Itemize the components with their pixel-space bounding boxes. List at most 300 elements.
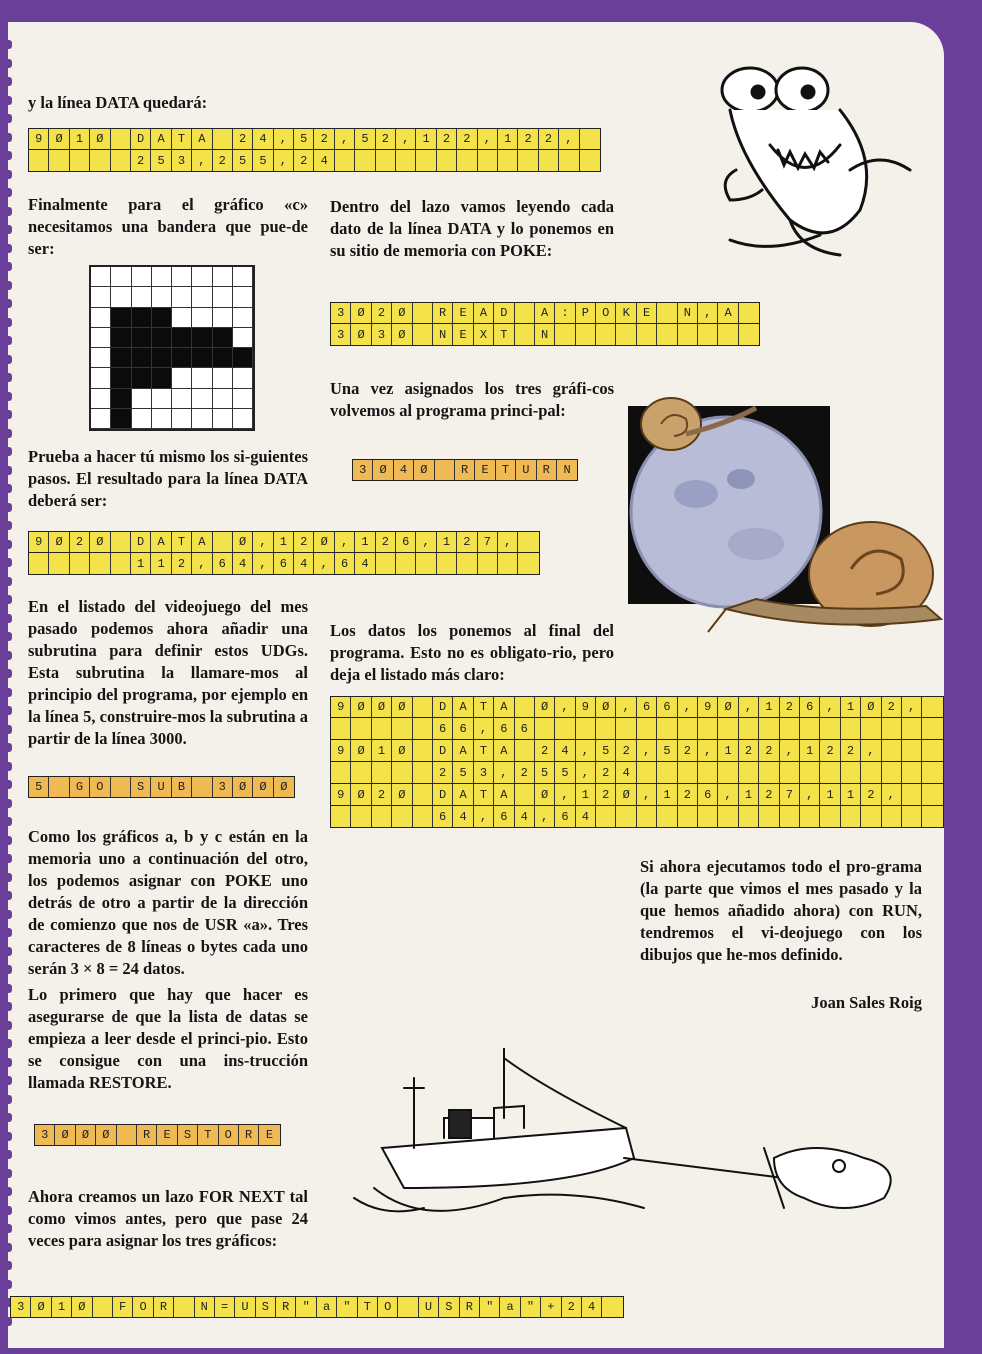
code-char-cell: 2 — [213, 150, 233, 171]
binding-hole — [2, 1002, 12, 1011]
binding-hole — [2, 632, 12, 641]
code-char-cell: Ø — [49, 532, 69, 552]
code-char-cell: 1 — [739, 784, 759, 805]
code-char-cell — [922, 740, 942, 761]
flag-pixel — [192, 308, 212, 328]
code-char-cell: O — [378, 1297, 398, 1317]
code-char-cell: 2 — [759, 740, 779, 761]
code-char-cell: 2 — [518, 129, 538, 149]
binding-hole — [2, 318, 12, 327]
flag-pixel — [192, 267, 212, 287]
code-char-cell — [372, 806, 392, 827]
binding-hole — [2, 207, 12, 216]
code-char-cell: T — [172, 129, 192, 149]
code-char-cell: A — [494, 697, 514, 717]
code-char-cell — [882, 806, 902, 827]
code-char-cell: T — [474, 740, 494, 761]
code-char-cell — [602, 1297, 622, 1317]
code-char-cell: R — [433, 303, 453, 323]
code-char-cell: 6 — [453, 718, 473, 739]
code-char-cell: S — [256, 1297, 276, 1317]
code-char-cell — [718, 806, 738, 827]
code-char-cell — [413, 762, 433, 783]
ship-fishing-illustration — [344, 1048, 926, 1256]
code-char-cell: 2 — [172, 553, 192, 574]
binding-hole — [2, 336, 12, 345]
code-char-cell — [111, 129, 131, 149]
flag-pixel — [192, 287, 212, 307]
binding-hole — [2, 762, 12, 771]
code-char-cell: B — [172, 777, 192, 797]
code-char-cell — [392, 762, 412, 783]
code-char-cell: , — [498, 532, 518, 552]
code-char-cell: D — [433, 784, 453, 805]
code-char-cell: Ø — [351, 303, 371, 323]
code-char-cell: 5 — [294, 129, 314, 149]
paragraph-restore: Lo primero que hay que hacer es asegurarse de que la lista de datas se empieza a leer desde el princi-pio. Esto se consigue con una ins-trucción llamada RESTORE. — [28, 985, 308, 1092]
flag-pixel — [111, 267, 131, 287]
code-char-cell: O — [596, 303, 616, 323]
code-char-cell — [576, 324, 596, 345]
code-char-cell: , — [478, 129, 498, 149]
code-char-cell — [535, 718, 555, 739]
code-char-cell: 2 — [376, 129, 396, 149]
code-char-cell: 1 — [416, 129, 436, 149]
code-char-cell — [882, 762, 902, 783]
code-char-cell: , — [192, 150, 212, 171]
code-char-cell — [49, 150, 69, 171]
code-char-cell — [922, 784, 942, 805]
binding-hole — [2, 170, 12, 179]
code-char-cell — [882, 718, 902, 739]
code-char-cell: + — [541, 1297, 561, 1317]
code-char-cell — [678, 762, 698, 783]
code-char-cell: 6 — [698, 784, 718, 805]
code-char-cell — [922, 718, 942, 739]
code-char-cell — [739, 303, 759, 323]
code-char-cell: , — [555, 697, 575, 717]
code-char-cell — [800, 762, 820, 783]
code-char-cell — [902, 718, 922, 739]
code-char-cell — [616, 718, 636, 739]
code-char-cell: Ø — [31, 1297, 51, 1317]
code-char-cell: , — [192, 553, 212, 574]
paragraph-flag-intro: Finalmente para el gráfico «c» necesitamos una bandera que pue-de ser: — [28, 195, 308, 258]
binding-hole — [2, 503, 12, 512]
code-char-cell: " — [521, 1297, 541, 1317]
binding-hole — [2, 1058, 12, 1067]
flag-pixel — [132, 409, 152, 429]
code-char-cell — [616, 324, 636, 345]
binding-hole — [2, 577, 12, 586]
code-char-cell: 3 — [35, 1125, 55, 1145]
flag-pixel — [132, 328, 152, 348]
binding-hole — [2, 854, 12, 863]
binding-hole — [2, 1243, 12, 1252]
code-grid-row — [28, 128, 601, 150]
code-char-cell: , — [820, 697, 840, 717]
flag-pixel — [132, 287, 152, 307]
paragraph-graphics-memory: Como los gráficos a, b y c están en la memoria uno a continuación del otro, los podemos asignar con POKE uno detrás de otro a partir de la dirección de comienzo que nos de USR «a». Tres caracteres de 8 líneas o bytes cada uno serán 3 × 8 = 24 datos. — [28, 827, 308, 978]
code-char-cell: 5 — [596, 740, 616, 761]
binding-hole — [2, 688, 12, 697]
code-char-cell: 2 — [457, 532, 477, 552]
code-char-cell: 5 — [29, 777, 49, 797]
flag-pixel — [233, 328, 253, 348]
code-char-cell — [331, 806, 351, 827]
code-char-cell: 1 — [657, 784, 677, 805]
flag-pixel — [91, 368, 111, 388]
binding-hole — [2, 669, 12, 678]
code-char-cell — [49, 777, 69, 797]
flag-pixel — [192, 348, 212, 368]
code-char-cell — [759, 718, 779, 739]
binding-hole — [2, 484, 12, 493]
code-grid-row — [28, 531, 540, 553]
code-char-cell: 1 — [372, 740, 392, 761]
binding-hole — [2, 262, 12, 271]
code-char-cell: 2 — [739, 740, 759, 761]
code-char-cell: 6 — [494, 718, 514, 739]
code-grid-row — [330, 762, 944, 784]
code-char-cell — [616, 806, 636, 827]
code-char-cell — [678, 324, 698, 345]
code-char-cell: Ø — [233, 532, 253, 552]
code-char-cell — [820, 806, 840, 827]
code-char-cell — [739, 718, 759, 739]
code-char-cell: , — [396, 129, 416, 149]
code-char-cell: = — [215, 1297, 235, 1317]
code-char-cell: A — [494, 740, 514, 761]
binding-hole — [2, 947, 12, 956]
code-char-cell: 5 — [355, 129, 375, 149]
code-char-cell: 1 — [800, 740, 820, 761]
code-char-cell: 2 — [70, 532, 90, 552]
code-char-cell: N — [563, 463, 571, 477]
code-char-cell: 3 — [213, 777, 233, 797]
code-char-cell: 2 — [294, 150, 314, 171]
code-char-cell: F — [113, 1297, 133, 1317]
binding-hole — [2, 1261, 12, 1270]
code-char-cell: 4 — [582, 1297, 602, 1317]
flag-pixel — [152, 348, 172, 368]
binding-hole — [2, 410, 12, 419]
flag-pixel — [132, 267, 152, 287]
code-char-cell: 6 — [335, 553, 355, 574]
code-char-cell — [718, 324, 738, 345]
code-char-cell: , — [678, 697, 698, 717]
code-char-cell: 4 — [314, 150, 334, 171]
code-char-cell — [515, 784, 535, 805]
code-char-cell — [596, 324, 616, 345]
code-char-cell: U — [419, 1297, 439, 1317]
code-char-cell: Ø — [535, 784, 555, 805]
code-char-cell: Ø — [90, 532, 110, 552]
binding-hole — [2, 1224, 12, 1233]
code-char-cell — [922, 806, 942, 827]
code-char-cell: , — [698, 740, 718, 761]
code-char-cell: 3 — [172, 150, 192, 171]
code-char-cell: A — [453, 784, 473, 805]
flag-pixel — [213, 409, 233, 429]
code-char-cell: Ø — [351, 697, 371, 717]
code-char-cell — [413, 718, 433, 739]
binding-hole — [2, 558, 12, 567]
code-char-cell: a — [500, 1297, 520, 1317]
code-char-cell: D — [131, 129, 151, 149]
flag-pixel — [132, 308, 152, 328]
code-char-cell — [800, 718, 820, 739]
code-char-cell: 5 — [233, 150, 253, 171]
code-char-cell: K — [616, 303, 636, 323]
code-char-cell: U — [151, 777, 171, 797]
code-char-cell: " — [296, 1297, 316, 1317]
code-char-cell — [902, 740, 922, 761]
code-char-cell: , — [800, 784, 820, 805]
flag-pixel — [111, 348, 131, 368]
code-grid-row — [10, 1296, 624, 1318]
code-char-cell: 2 — [515, 762, 535, 783]
code-char-cell: 2 — [376, 532, 396, 552]
code-char-cell — [396, 150, 416, 171]
code-char-cell: Ø — [392, 697, 412, 717]
code-char-cell: A — [453, 740, 473, 761]
code-char-cell: G — [70, 777, 90, 797]
code-char-cell: 3 — [372, 324, 392, 345]
binding-hole — [2, 1280, 12, 1289]
code-grid-row — [330, 806, 944, 828]
code-grid-row — [28, 776, 295, 798]
intro-data-line: y la línea DATA quedará: — [28, 93, 208, 112]
code-char-cell: T — [494, 324, 514, 345]
flag-pixel — [213, 267, 233, 287]
code-char-cell: 9 — [331, 697, 351, 717]
code-char-cell: T — [198, 1125, 218, 1145]
paragraph-data-end: Los datos los ponemos al final del programa. Esto no es obligato-rio, pero deja el listado más claro: — [330, 621, 614, 684]
code-char-cell: 3 — [331, 324, 351, 345]
code-char-cell: 2 — [616, 740, 636, 761]
code-char-cell — [398, 1297, 418, 1317]
code-char-cell: 2 — [841, 740, 861, 761]
code-grid-row — [34, 1124, 281, 1146]
code-char-cell — [93, 1297, 113, 1317]
code-char-cell — [413, 784, 433, 805]
code-char-cell: 6 — [555, 806, 575, 827]
code-char-cell: Ø — [414, 460, 434, 480]
code-char-cell — [111, 150, 131, 171]
code-grid-row — [352, 459, 578, 481]
code-char-cell: A — [494, 784, 514, 805]
code-char-cell: P — [576, 303, 596, 323]
code-char-cell: , — [559, 129, 579, 149]
code-char-cell: T — [474, 697, 494, 717]
code-char-cell: 5 — [151, 150, 171, 171]
binding-hole — [2, 244, 12, 253]
binding-hole — [2, 725, 12, 734]
code-char-cell: 9 — [29, 129, 49, 149]
flag-pixel — [111, 409, 131, 429]
paragraph-for-next: Ahora creamos un lazo FOR NEXT tal como vimos antes, pero que pase 24 veces para asignar los tres gráficos: — [28, 1187, 308, 1250]
code-char-cell: O — [90, 777, 110, 797]
code-char-cell: 6 — [213, 553, 233, 574]
code-char-cell: E — [157, 1125, 177, 1145]
code-char-cell — [780, 762, 800, 783]
code-char-cell: , — [698, 303, 718, 323]
code-char-cell — [657, 806, 677, 827]
code-grid-3020 — [330, 302, 760, 346]
code-char-cell: 2 — [678, 784, 698, 805]
author-signature: Joan Sales Roig — [811, 993, 922, 1012]
code-char-cell: 1 — [274, 532, 294, 552]
code-char-cell: : — [555, 303, 575, 323]
code-char-cell — [739, 324, 759, 345]
code-char-cell — [657, 324, 677, 345]
code-char-cell: 1 — [437, 532, 457, 552]
code-char-cell — [739, 762, 759, 783]
code-char-cell: " — [480, 1297, 500, 1317]
code-char-cell: Ø — [351, 740, 371, 761]
binding-hole — [2, 521, 12, 530]
code-char-cell — [355, 150, 375, 171]
code-char-cell — [437, 553, 457, 574]
flag-pixel — [152, 389, 172, 409]
code-char-cell: N — [433, 324, 453, 345]
code-char-cell — [435, 460, 455, 480]
code-char-cell: , — [637, 740, 657, 761]
code-char-cell — [902, 784, 922, 805]
code-char-cell — [518, 553, 538, 574]
binding-hole — [2, 96, 12, 105]
code-char-cell — [457, 150, 477, 171]
code-char-cell: 2 — [539, 129, 559, 149]
code-char-cell: Ø — [49, 129, 69, 149]
code-char-cell: , — [335, 129, 355, 149]
code-char-cell: A — [151, 532, 171, 552]
code-char-cell: 2 — [820, 740, 840, 761]
code-char-cell — [515, 324, 535, 345]
code-char-cell: 6 — [800, 697, 820, 717]
code-char-cell: 2 — [759, 784, 779, 805]
flag-pixel — [172, 328, 192, 348]
code-char-cell — [841, 762, 861, 783]
flag-pixel — [152, 267, 172, 287]
code-char-cell: Ø — [233, 777, 253, 797]
flag-pixel — [152, 328, 172, 348]
binding-hole — [2, 817, 12, 826]
code-char-cell: 1 — [151, 553, 171, 574]
code-char-cell: 2 — [131, 150, 151, 171]
code-char-cell — [413, 697, 433, 717]
code-char-cell — [759, 762, 779, 783]
code-char-cell — [555, 718, 575, 739]
code-char-cell: , — [253, 553, 273, 574]
code-char-cell: 6 — [494, 806, 514, 827]
code-char-cell: a — [317, 1297, 337, 1317]
flag-pixel — [132, 389, 152, 409]
snails-on-planet-illustration — [626, 384, 946, 640]
code-char-cell: R — [239, 1125, 259, 1145]
code-char-cell: 1 — [131, 553, 151, 574]
code-char-cell: 4 — [616, 762, 636, 783]
code-char-cell: A — [718, 303, 738, 323]
code-char-cell: 3 — [11, 1297, 31, 1317]
code-char-cell: Ø — [351, 324, 371, 345]
code-char-cell — [902, 806, 922, 827]
code-char-cell — [518, 150, 538, 171]
code-char-cell: Ø — [392, 324, 412, 345]
code-grid-5 — [28, 776, 295, 798]
binding-hole — [2, 114, 12, 123]
code-char-cell: Ø — [372, 697, 392, 717]
code-char-cell — [413, 303, 433, 323]
binding-hole — [2, 836, 12, 845]
code-char-cell: R — [276, 1297, 296, 1317]
code-char-cell: Ø — [861, 697, 881, 717]
code-char-cell: 4 — [294, 553, 314, 574]
code-char-cell — [478, 150, 498, 171]
code-grid-row — [28, 150, 601, 172]
code-char-cell: Ø — [76, 1125, 96, 1145]
code-char-cell: X — [474, 324, 494, 345]
code-char-cell: Ø — [373, 460, 393, 480]
code-char-cell: " — [337, 1297, 357, 1317]
flag-pixel — [172, 308, 192, 328]
code-char-cell — [637, 806, 657, 827]
code-char-cell — [376, 553, 396, 574]
code-char-cell: 2 — [596, 784, 616, 805]
binding-hole — [2, 1169, 12, 1178]
binding-hole — [2, 392, 12, 401]
flag-pixel — [213, 328, 233, 348]
code-grid-9020 — [28, 531, 540, 575]
code-char-cell — [882, 740, 902, 761]
code-char-cell — [820, 718, 840, 739]
code-char-cell — [922, 762, 942, 783]
code-char-cell — [861, 806, 881, 827]
code-char-cell: N — [678, 303, 698, 323]
code-char-cell — [841, 806, 861, 827]
code-char-cell — [780, 718, 800, 739]
page-bottom-edge — [0, 1348, 982, 1354]
code-char-cell: E — [637, 303, 657, 323]
code-char-cell: 2 — [861, 784, 881, 805]
binding-hole — [2, 965, 12, 974]
code-char-cell: 2 — [294, 532, 314, 552]
code-char-cell — [413, 324, 433, 345]
flag-pixel — [192, 409, 212, 429]
code-char-cell: 1 — [576, 784, 596, 805]
code-char-cell — [111, 777, 131, 797]
code-char-cell: A — [151, 129, 171, 149]
binding-hole — [2, 77, 12, 86]
flag-pixel — [152, 287, 172, 307]
code-char-cell — [596, 718, 616, 739]
code-char-cell: Ø — [351, 784, 371, 805]
code-char-cell: 9 — [698, 697, 718, 717]
binding-hole — [2, 188, 12, 197]
code-char-cell: N — [195, 1297, 215, 1317]
code-char-cell: , — [494, 762, 514, 783]
binding-hole — [2, 780, 12, 789]
code-char-cell: N — [535, 324, 555, 345]
binding-hole — [2, 373, 12, 382]
code-char-cell — [213, 129, 233, 149]
code-grid-9000 — [330, 696, 944, 828]
flag-pixel — [172, 267, 192, 287]
code-char-cell: 4 — [394, 460, 414, 480]
code-char-cell: A — [192, 532, 212, 552]
code-char-cell — [351, 718, 371, 739]
